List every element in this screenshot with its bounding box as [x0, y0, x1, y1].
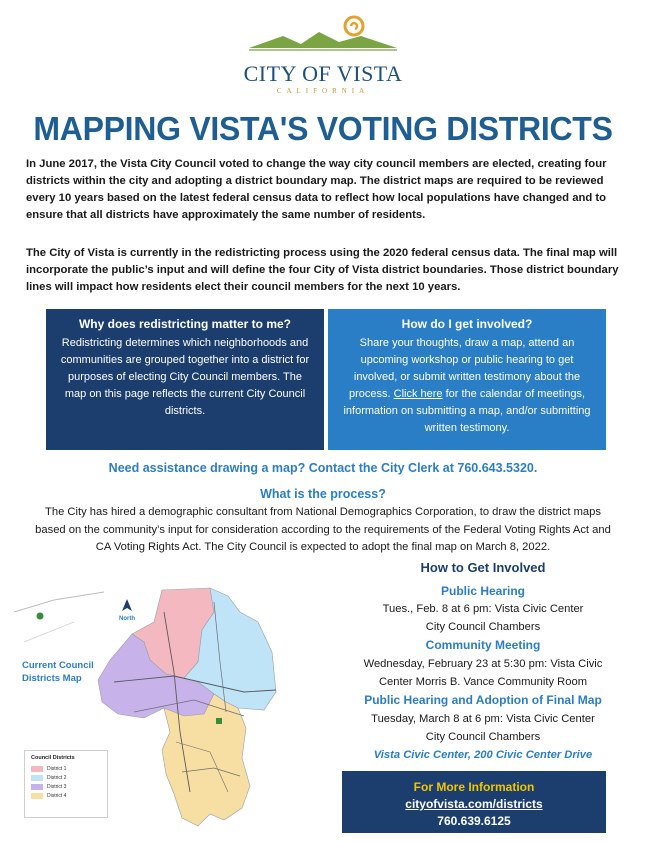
logo-city-name: CITY OF VISTA	[243, 61, 403, 86]
calendar-link[interactable]: Click here	[393, 388, 443, 400]
map-title-line-1: Current Council	[22, 660, 94, 671]
involved-heading: How do I get involved?	[401, 317, 533, 331]
legend-swatch-district-1	[31, 766, 43, 772]
legend-label: District 2	[47, 774, 67, 781]
logo-state: CALIFORNIA	[276, 87, 370, 95]
event-details	[342, 655, 624, 691]
north-arrow	[117, 598, 137, 622]
why-redistricting-box	[46, 309, 324, 450]
map-title-line-2: Districts Map	[22, 673, 82, 684]
event-line: Tuesday, March 8 at 6 pm: Vista Civic Center	[371, 713, 595, 725]
city-logo	[0, 14, 646, 100]
legend-label: District 3	[47, 783, 67, 790]
north-label: North	[119, 616, 135, 622]
how-to-heading: How to Get Involved	[420, 560, 546, 575]
event-name: Community Meeting	[425, 638, 541, 652]
involved-body	[340, 335, 594, 437]
venue-address: Vista Civic Center, 200 Civic Center Drive	[373, 749, 593, 761]
involved-body-start: Share your thoughts, draw a map, attend an upcoming workshop or public hearing to get involved, or submit written testimony about the process.	[348, 337, 581, 400]
get-involved-box	[328, 309, 606, 450]
why-body: Redistricting determines which neighborhoods and communities are grouped together into a district for purposes of electing City Council members. The map on this page reflects the current City Council districts.	[60, 337, 310, 417]
more-info-box	[342, 771, 606, 833]
event-line: City Council Chambers	[425, 731, 541, 743]
event-name: Public Hearing and Adoption of Final Map	[364, 693, 602, 707]
legend-item	[31, 764, 101, 773]
event-line: City Council Chambers	[425, 621, 541, 633]
intro-paragraph-1: In June 2017, the Vista City Council voted to change the way city council members are elected, creating four districts within the city and adopting a district boundary map. The district maps are required to be reviewed every 10 years based on the latest federal census data to reflect how local populations have changed and to ensure that all districts have approximately the same number of residents.	[26, 158, 607, 221]
intro-paragraph-2: The City of Vista is currently in the redistricting process using the 2020 federal census data. The final map will incorporate the public’s input and will define the four City of Vista district boundaries. Those district boundary lines will impact how residents elect their council members for the next 10 years.	[26, 247, 619, 293]
process-heading: What is the process?	[260, 487, 386, 501]
involved-body-end: for the calendar of meetings, information on submitting a map, and/or submitting written testimony.	[343, 388, 591, 434]
event-line: Wednesday, February 23 at 5:30 pm: Vista Civic	[363, 658, 603, 670]
legend-label: District 1	[47, 765, 67, 772]
more-info-phone: 760.639.6125	[437, 814, 511, 828]
event-line: Tues., Feb. 8 at 6 pm: Vista Civic Center	[382, 603, 584, 615]
legend-swatch-district-2	[31, 775, 43, 781]
legend-item	[31, 782, 101, 791]
legend-swatch-district-4	[31, 793, 43, 799]
districts-website-link[interactable]: cityofvista.com/districts	[405, 797, 543, 811]
why-heading: Why does redistricting matter to me?	[78, 317, 292, 331]
event-line: Center Morris B. Vance Community Room	[378, 676, 588, 688]
event-details	[342, 710, 624, 746]
page-title: MAPPING VISTA'S VOTING DISTRICTS	[33, 110, 613, 147]
assistance-text: Need assistance drawing a map? Contact the City Clerk at 760.643.5320.	[108, 461, 538, 475]
legend-swatch-district-3	[31, 784, 43, 790]
legend-title: Council Districts	[31, 755, 75, 761]
process-body: The City has hired a demographic consultant from National Demographics Corporation, to draw the district maps based on the community’s input for consideration according to the requirements of the Federal Voting Rights Act and CA Voting Rights Act. The City Council is expected to adopt the final map on March 8, 2022.	[35, 506, 611, 553]
event-name: Public Hearing	[440, 584, 526, 598]
map-legend	[24, 750, 108, 818]
map-title	[22, 659, 94, 685]
north-arrow-icon	[121, 599, 133, 611]
legend-label: District 4	[47, 792, 67, 799]
more-info-heading: For More Information	[413, 780, 535, 794]
event-details	[342, 600, 624, 636]
legend-item	[31, 773, 101, 782]
mountain-sun-icon	[243, 14, 403, 62]
legend-item	[31, 791, 101, 800]
